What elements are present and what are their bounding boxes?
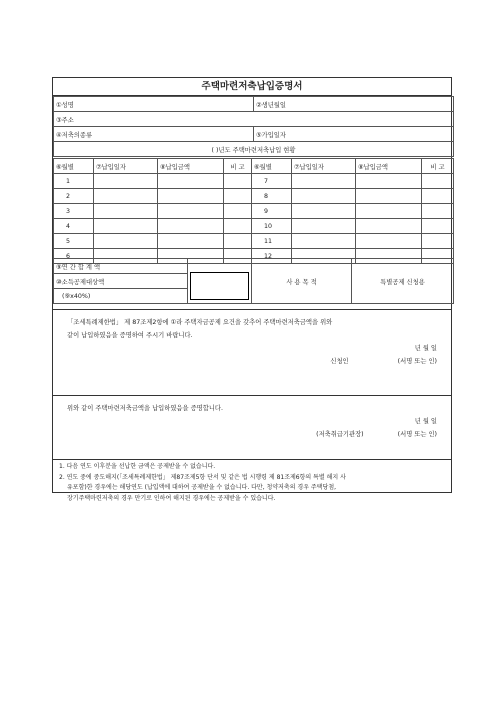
note-2c: 장기주택마련저축의 경우 만기로 인하여 해지된 경우에는 공제받을 수 있습니다.: [67, 494, 276, 502]
amount-cell[interactable]: [356, 219, 422, 234]
deduct-formula: (⑨x40%): [54, 289, 188, 304]
note-cell[interactable]: [224, 174, 252, 189]
month-cell: 8: [252, 189, 292, 204]
month-cell: 6: [54, 249, 94, 264]
pay-date-cell[interactable]: [94, 189, 158, 204]
month-cell: 1: [54, 174, 94, 189]
amount-header: ⑧납입금액: [158, 159, 224, 174]
purpose-label: 사 용 목 적: [252, 259, 352, 304]
note-cell[interactable]: [422, 234, 454, 249]
amount-cell[interactable]: [356, 174, 422, 189]
amount-cell[interactable]: [158, 174, 224, 189]
request-date: 년 월 일: [414, 345, 437, 352]
month-header: ⑥월별: [54, 159, 94, 174]
pay-date-cell[interactable]: [292, 234, 356, 249]
month-cell: 9: [252, 204, 292, 219]
savings-type-field: ④저축의종류: [54, 127, 254, 142]
pay-date-cell[interactable]: [94, 234, 158, 249]
applicant-label: 신청인: [330, 358, 349, 365]
note-cell[interactable]: [224, 204, 252, 219]
pay-date-header: ⑦납입일자: [292, 159, 356, 174]
notes-section: [53, 459, 451, 502]
special-label: 특별공제 신청용: [352, 259, 454, 304]
pay-date-header: ⑦납입일자: [94, 159, 158, 174]
month-cell: 11: [252, 234, 292, 249]
amount-header: ⑧납입금액: [356, 159, 422, 174]
note-cell[interactable]: [224, 189, 252, 204]
join-date-field: ⑤가입일자: [254, 127, 454, 142]
table-row: [54, 219, 454, 234]
note-header: 비 고: [422, 159, 454, 174]
pay-date-cell[interactable]: [292, 189, 356, 204]
month-cell: 4: [54, 219, 94, 234]
page-title: 주택마련저축납입증명서: [53, 78, 451, 96]
certify-line: 위와 같이 주택마련저축금액을 납입하였음을 증명합니다.: [67, 405, 223, 412]
certificate-form: [52, 77, 452, 502]
pay-date-cell[interactable]: [94, 174, 158, 189]
note-2a: 2. 연도 중에 중도해지(「조세특례제한법」 제87조제5항 단서 및 같은 법 시행령 제 81조제6항의 특별 해지 사: [59, 473, 346, 481]
pay-date-cell[interactable]: [292, 174, 356, 189]
birth-field: ②생년월일: [254, 97, 454, 112]
note-header: 비 고: [224, 159, 252, 174]
pay-date-cell[interactable]: [94, 219, 158, 234]
total-label: ⑨연 간 합 계 액: [54, 259, 188, 274]
amount-cell[interactable]: [158, 234, 224, 249]
pay-date-cell[interactable]: [292, 219, 356, 234]
deduct-label: ⑩소득공제대상액: [54, 274, 188, 289]
summary-table: [53, 258, 454, 304]
table-row: [54, 174, 454, 189]
status-line: ( )년도 주택마련저축납입 현황: [54, 142, 454, 157]
note-1: 1. 다음 연도 이후분을 선납한 금액은 공제받을 수 없습니다.: [59, 463, 216, 470]
month-cell: 3: [54, 204, 94, 219]
note-cell[interactable]: [422, 189, 454, 204]
note-cell[interactable]: [422, 174, 454, 189]
note-cell[interactable]: [224, 234, 252, 249]
request-line-2: 같이 납입하였음을 증명하여 주시기 바랍니다.: [67, 332, 193, 339]
pay-date-cell[interactable]: [94, 204, 158, 219]
table-row: [54, 234, 454, 249]
note-cell[interactable]: [224, 219, 252, 234]
applicant-sign: (서명 또는 인): [397, 358, 437, 365]
amount-cell[interactable]: [356, 189, 422, 204]
name-field: ①성명: [54, 97, 254, 112]
month-header: ⑥월별: [252, 159, 292, 174]
amount-cell[interactable]: [158, 204, 224, 219]
certify-section: [53, 395, 451, 459]
issuer-sign: (서명 또는 인): [397, 431, 437, 438]
amount-box-area: [188, 259, 252, 304]
month-cell: 12: [252, 249, 292, 264]
month-cell: 5: [54, 234, 94, 249]
month-cell: 10: [252, 219, 292, 234]
request-line-1: 「조세특례제한법」 제 87조제2항에 ①라 주택자금공제 요건을 갖추어 주택마련저축금액을 위와: [67, 319, 333, 326]
amount-cell[interactable]: [356, 234, 422, 249]
note-cell[interactable]: [422, 219, 454, 234]
month-cell: 7: [252, 174, 292, 189]
amount-cell[interactable]: [158, 189, 224, 204]
table-row: [54, 189, 454, 204]
amount-cell[interactable]: [356, 204, 422, 219]
issuer-label: (저축취급기관장): [316, 431, 364, 438]
request-section: [53, 309, 451, 395]
pay-date-cell[interactable]: [292, 204, 356, 219]
deduction-amount-box[interactable]: [190, 272, 249, 300]
month-cell: 2: [54, 189, 94, 204]
table-row: [54, 204, 454, 219]
address-field: ③주소: [54, 112, 454, 127]
amount-cell[interactable]: [158, 219, 224, 234]
note-cell[interactable]: [422, 204, 454, 219]
applicant-info-table: [53, 96, 454, 157]
monthly-payment-table: [53, 158, 454, 264]
certify-date: 년 월 일: [414, 418, 437, 425]
note-2b: 유포함)한 경우에는 해당연도 (납입액에 대하여 공제받을 수 없습니다. 다만, 청약저축의 경우 주택당첨,: [67, 484, 337, 491]
